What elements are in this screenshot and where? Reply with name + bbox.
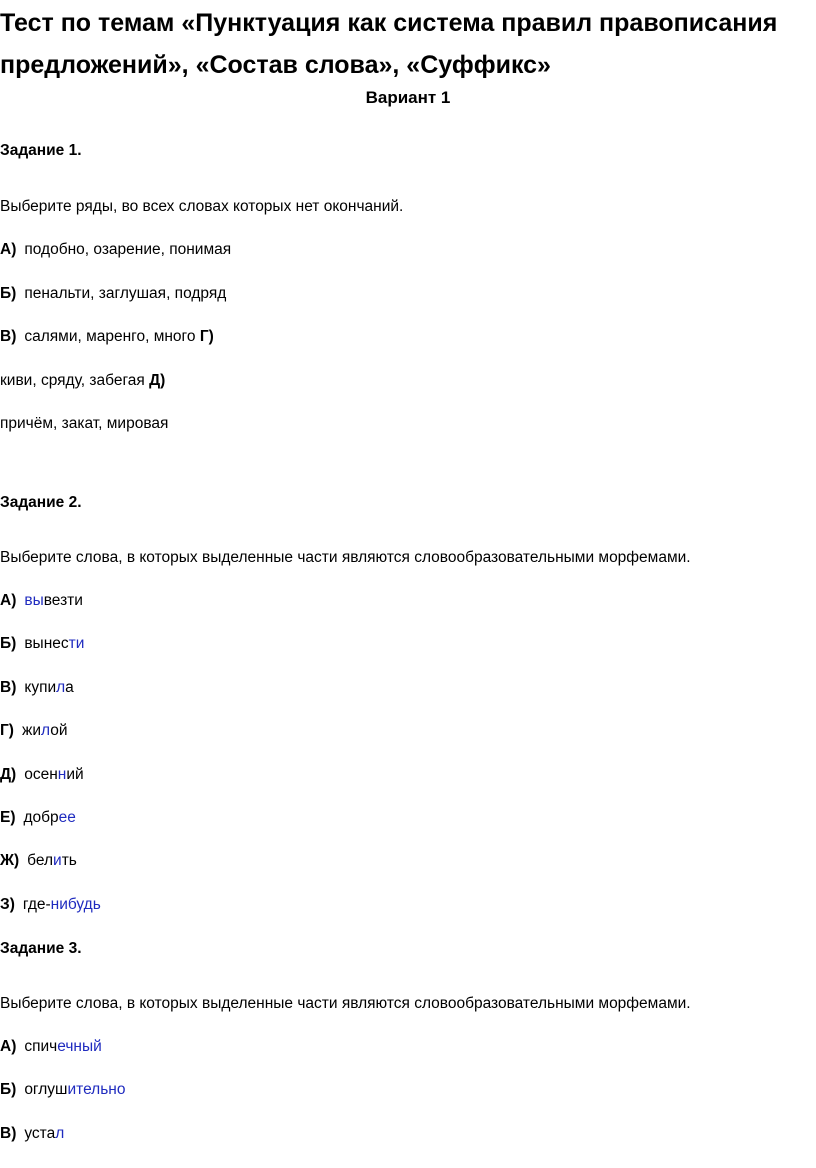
task2-option-f [0,808,76,828]
task3-option-c [0,1124,64,1144]
word-part: ть [61,852,77,869]
option-text: пенальти, заглушая, подряд [24,285,227,302]
task1-heading: Задание 1. [0,142,82,159]
option-label: Д) [149,372,166,389]
task2-option-g [0,851,77,871]
task1-option-e [0,414,168,434]
task1-option-a [0,240,231,260]
task1-option-b [0,284,226,304]
option-text: киви, сряду, забегая [0,372,145,389]
word-part: оглуш [24,1081,68,1098]
option-label: Б) [0,635,17,652]
word-part: где- [22,896,51,913]
task3-question: Выберите слова, в которых выделенные части являются словообразовательными морфемами. [0,995,691,1012]
option-label: В) [0,679,17,696]
option-label: Г) [0,722,14,739]
option-label: А) [0,592,17,609]
task2-option-c [0,678,74,698]
option-label: Б) [0,1081,17,1098]
highlighted-morpheme: л [40,722,51,739]
highlighted-morpheme: л [55,1125,65,1142]
word-part: уста [24,1125,56,1142]
highlighted-morpheme: ее [58,809,76,826]
option-label: А) [0,241,17,258]
option-text: салями, маренго, много [24,328,196,345]
word-part: вынес [24,635,69,652]
option-text: причём, закат, мировая [0,415,169,432]
task2-option-h [0,895,101,915]
word-part: добр [23,809,59,826]
highlighted-morpheme: ечный [57,1038,102,1055]
task3-option-b [0,1080,125,1100]
task2-option-e [0,765,84,785]
word-part: жи [21,722,41,739]
highlighted-morpheme: ти [68,635,85,652]
option-label: А) [0,1038,17,1055]
option-text: подобно, озарение, понимая [24,241,232,258]
highlighted-morpheme: л [56,679,66,696]
highlighted-morpheme: н [57,766,67,783]
option-label: Г) [199,328,214,345]
option-label: Е) [0,809,16,826]
word-part: спич [24,1038,58,1055]
option-label: Д) [0,766,17,783]
variant-heading: Вариант 1 [365,88,451,107]
highlighted-morpheme: вы [24,592,44,609]
word-part: а [65,679,74,696]
task2-option-b [0,634,84,654]
task3-heading: Задание 3. [0,940,82,957]
task2-option-d [0,721,67,741]
word-part: бел [27,852,54,869]
task2-option-a [0,591,83,611]
task1-question: Выберите ряды, во всех словах которых нет окончаний. [0,198,404,215]
task2-heading: Задание 2. [0,494,82,511]
task3-option-a [0,1037,102,1057]
word-part: купи [24,679,57,696]
highlighted-morpheme: ительно [67,1081,126,1098]
highlighted-morpheme: и [53,852,62,869]
option-label: З) [0,896,15,913]
word-part: везти [43,592,83,609]
document-title: Тест по темам «Пунктуация как система правил правописания предложений», «Состав слова», «Суффикс» [0,9,778,79]
task2-question: Выберите слова, в которых выделенные части являются словообразовательными морфемами. [0,549,691,566]
option-label: Ж) [0,852,20,869]
highlighted-morpheme: нибудь [50,896,101,913]
task1-option-d [0,371,173,391]
word-part: ий [66,766,84,783]
word-part: осен [24,766,58,783]
word-part: ой [50,722,68,739]
option-label: В) [0,328,17,345]
option-label: Б) [0,285,17,302]
task1-option-c [0,327,222,347]
option-label: В) [0,1125,17,1142]
